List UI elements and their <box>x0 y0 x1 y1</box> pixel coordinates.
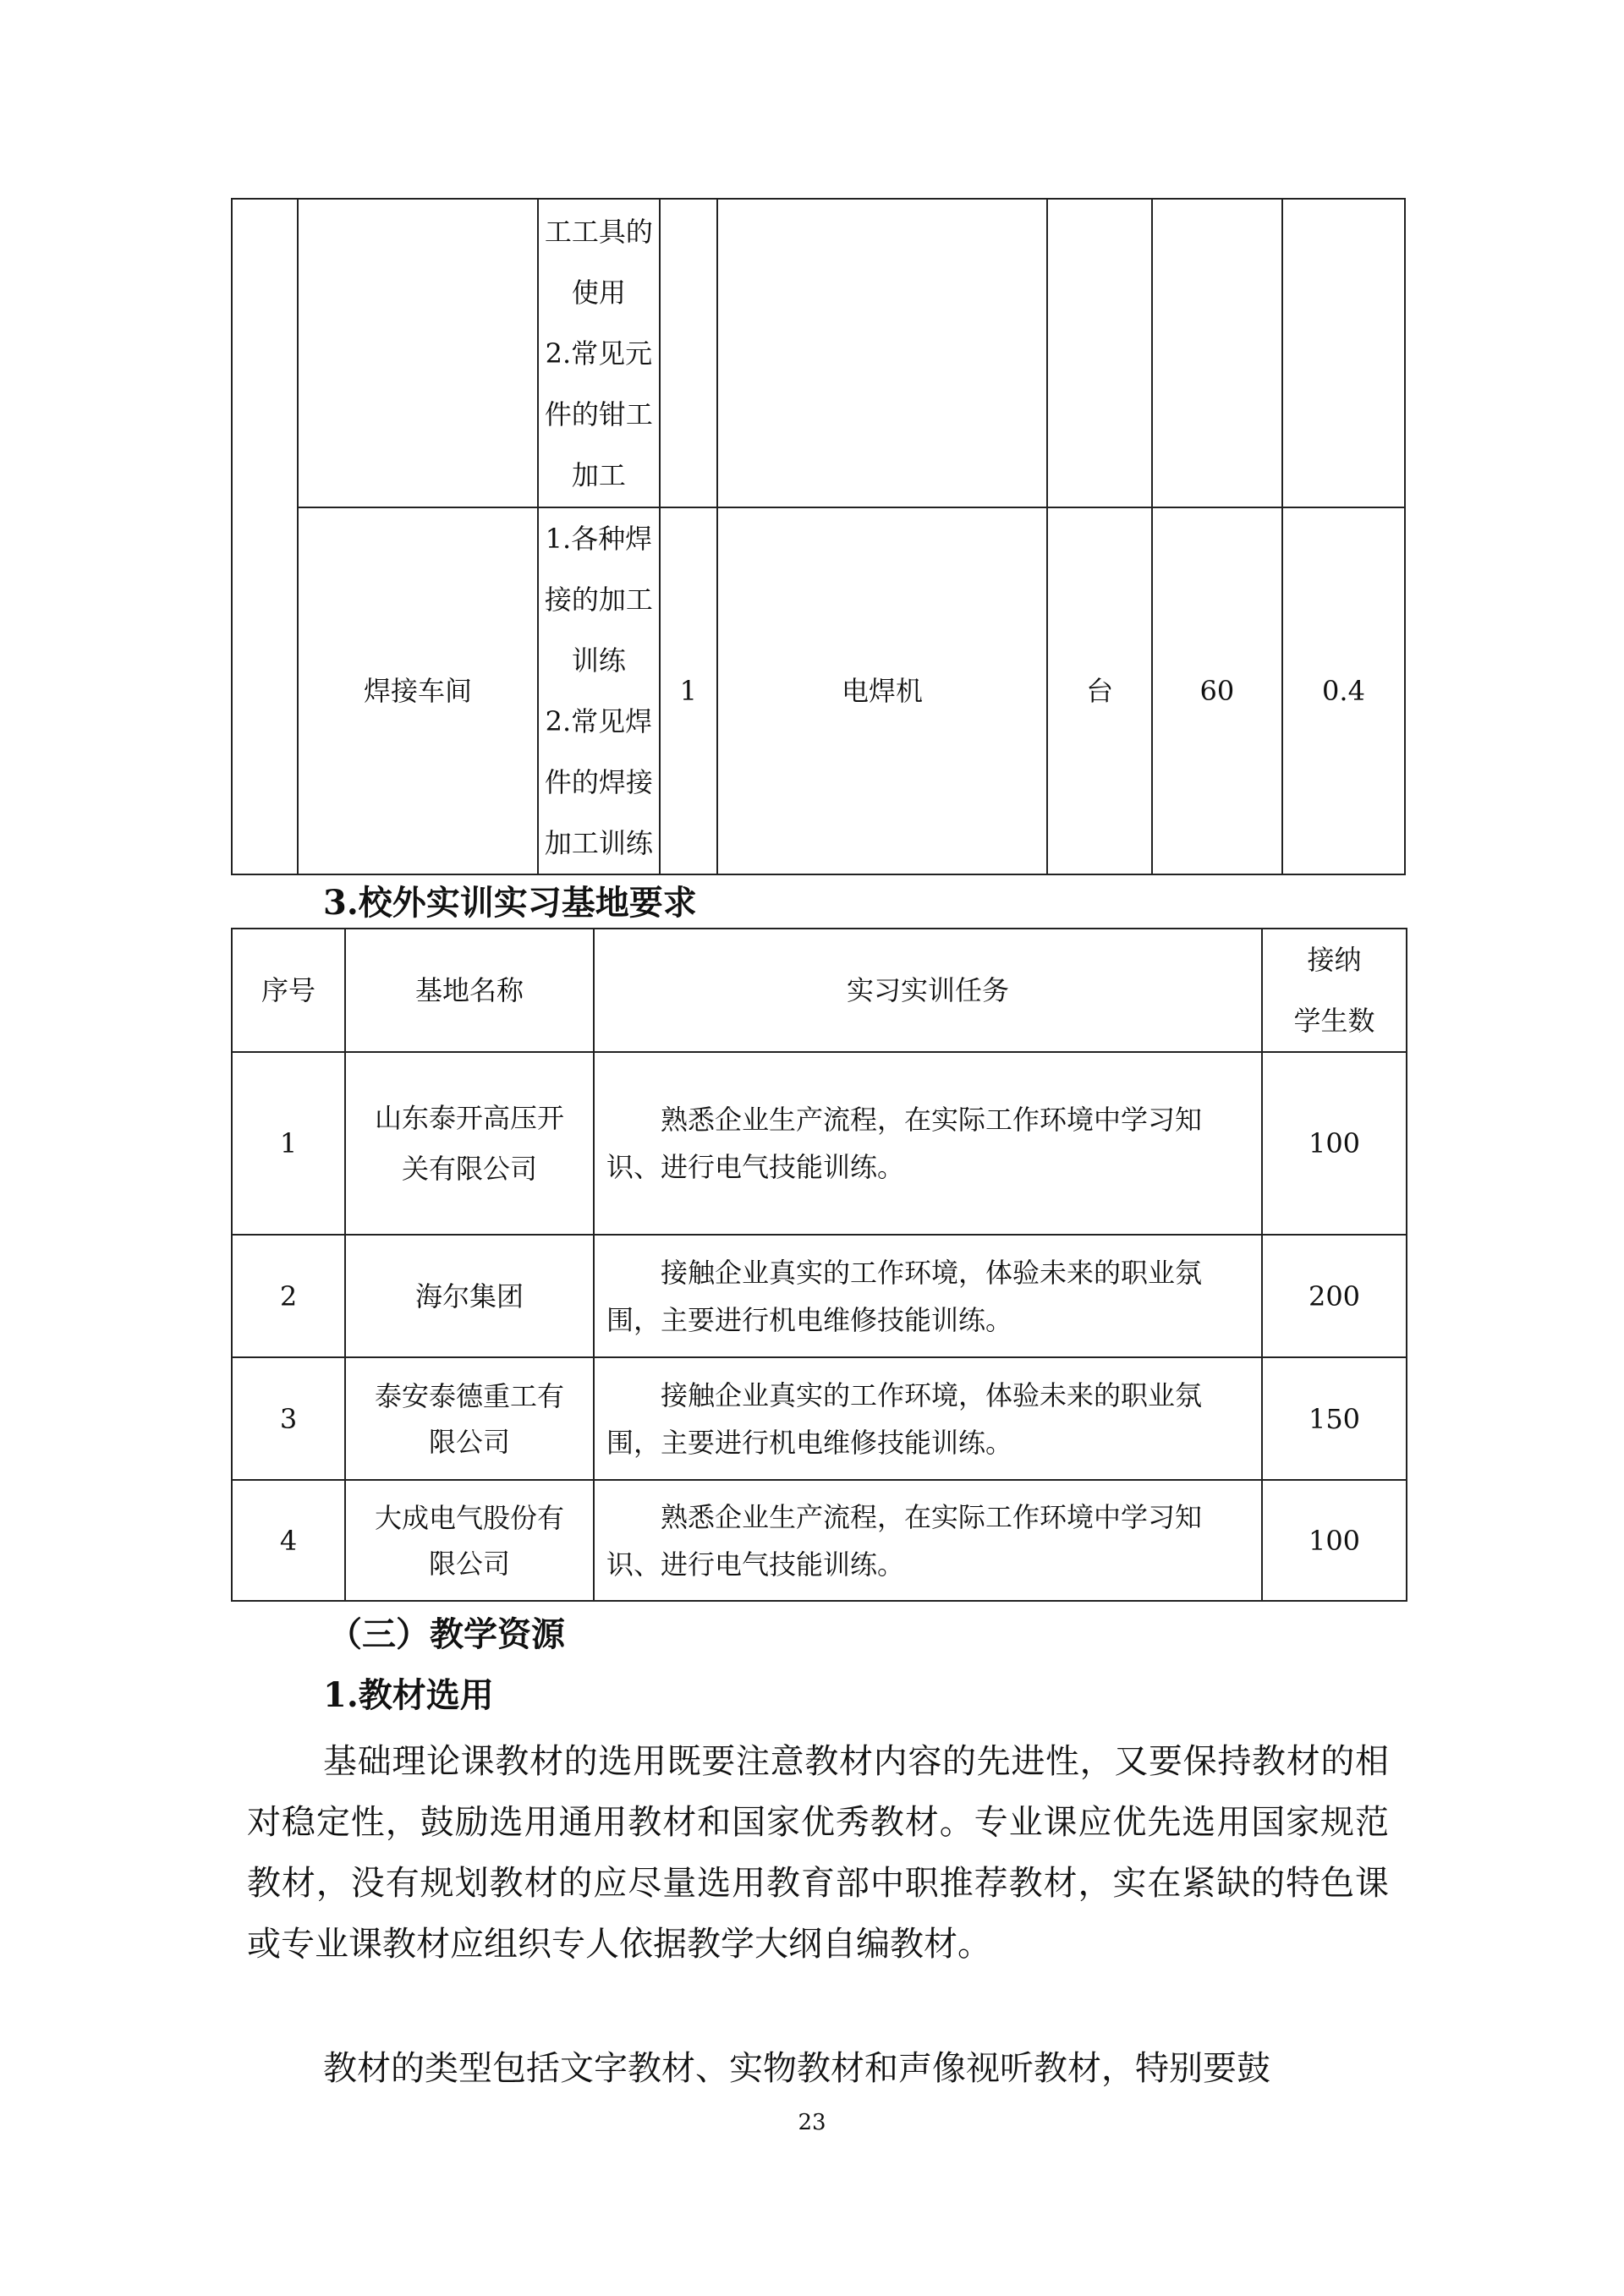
name-line: 限公司 <box>428 1425 510 1458</box>
name-line: 海尔集团 <box>414 1280 524 1312</box>
content-line: 接的加工 <box>544 584 653 616</box>
name-line: 限公司 <box>428 1547 510 1580</box>
content-line: 加工 <box>571 458 626 491</box>
room-cell: 焊接车间 <box>298 507 538 874</box>
content-cell <box>538 199 660 507</box>
name-cell <box>345 1235 594 1357</box>
header-capacity-line: 学生数 <box>1293 1005 1375 1037</box>
content-cell <box>538 507 660 874</box>
task-line: 接触企业真实的工作环境，体验未来的职业氛 <box>661 1378 1203 1411</box>
content-line: 使用 <box>571 276 626 309</box>
no-cell: 4 <box>232 1480 345 1601</box>
name-cell <box>345 1052 594 1235</box>
table-row <box>232 1480 1407 1601</box>
capacity-cell: 200 <box>1262 1235 1407 1357</box>
body-paragraph: 基础理论课教材的选用既要注意教材内容的先进性，又要保持教材的相对稳定性，鼓励选用通用教材和国家优秀教材。专业课应优先选用国家规范教材，没有规划教材的应尽量选用教育部中职推荐教材，实在紧缺的特色课或专业课教材应组织专人依据教学大纲自编教材。 <box>247 1742 1389 1964</box>
content-line: 2.常见元 <box>545 337 653 370</box>
no-cell: 2 <box>232 1235 345 1357</box>
task-line: 识、进行电气技能训练。 <box>606 1548 905 1581</box>
task-cell <box>594 1235 1262 1357</box>
task-line: 围，主要进行机电维修技能训练。 <box>606 1426 1013 1459</box>
table-row <box>232 507 1405 874</box>
qty-cell: 60 <box>1152 507 1282 874</box>
content-line: 件的焊接 <box>544 766 653 798</box>
equipment-table <box>231 198 1406 875</box>
content-line: 训练 <box>571 644 626 677</box>
table-row <box>232 1235 1407 1357</box>
ratio-cell <box>1282 199 1405 507</box>
unit-cell <box>1047 199 1151 507</box>
header-capacity-line: 接纳 <box>1307 944 1362 976</box>
capacity-cell: 100 <box>1262 1052 1407 1235</box>
content-line: 加工训练 <box>544 827 653 859</box>
capacity-cell: 150 <box>1262 1357 1407 1480</box>
no-cell: 3 <box>232 1357 345 1480</box>
table-row <box>232 1052 1407 1235</box>
content-line: 1.各种焊 <box>545 523 653 555</box>
task-line: 熟悉企业生产流程，在实际工作环境中学习知 <box>661 1500 1203 1533</box>
name-cell <box>345 1480 594 1601</box>
no-cell: 1 <box>660 507 717 874</box>
content-line: 2.常见焊 <box>545 705 653 737</box>
header-name: 基地名称 <box>345 929 594 1052</box>
header-capacity <box>1262 929 1407 1052</box>
equipment-cell: 电焊机 <box>717 507 1048 874</box>
task-line: 围，主要进行机电维修技能训练。 <box>606 1303 1013 1336</box>
task-cell <box>594 1357 1262 1480</box>
equipment-cell <box>717 199 1048 507</box>
page-number: 23 <box>798 2110 826 2135</box>
capacity-cell: 100 <box>1262 1480 1407 1601</box>
content-line: 工工具的 <box>544 215 653 248</box>
table-header-row <box>232 929 1407 1052</box>
name-cell <box>345 1357 594 1480</box>
task-cell <box>594 1480 1262 1601</box>
table-row <box>232 199 1405 507</box>
qty-cell <box>1152 199 1282 507</box>
name-line: 泰安泰德重工有 <box>374 1379 564 1412</box>
header-no: 序号 <box>232 929 345 1052</box>
section-title: 3.校外实训实习基地要求 <box>323 883 697 923</box>
name-line: 山东泰开高压开 <box>374 1102 564 1134</box>
unit-cell: 台 <box>1047 507 1151 874</box>
header-task: 实习实训任务 <box>594 929 1262 1052</box>
ratio-cell: 0.4 <box>1282 507 1405 874</box>
task-cell <box>594 1052 1262 1235</box>
no-cell: 1 <box>232 1052 345 1235</box>
task-line: 识、进行电气技能训练。 <box>606 1151 905 1183</box>
category-cell <box>232 199 298 874</box>
name-line: 关有限公司 <box>401 1153 537 1185</box>
base-table <box>231 928 1407 1602</box>
room-cell <box>298 199 538 507</box>
task-line: 接触企业真实的工作环境，体验未来的职业氛 <box>661 1256 1203 1289</box>
content-line: 件的钳工 <box>544 397 653 430</box>
body-paragraph: 教材的类型包括文字教材、实物教材和声像视听教材，特别要鼓 <box>323 2049 1270 2088</box>
section-title-teaching-resources: （三）教学资源 <box>328 1614 565 1654</box>
table-row <box>232 1357 1407 1480</box>
no-cell <box>660 199 717 507</box>
name-line: 大成电气股份有 <box>374 1501 564 1534</box>
task-line: 熟悉企业生产流程，在实际工作环境中学习知 <box>661 1104 1203 1136</box>
section-title-textbook: 1.教材选用 <box>323 1675 494 1715</box>
